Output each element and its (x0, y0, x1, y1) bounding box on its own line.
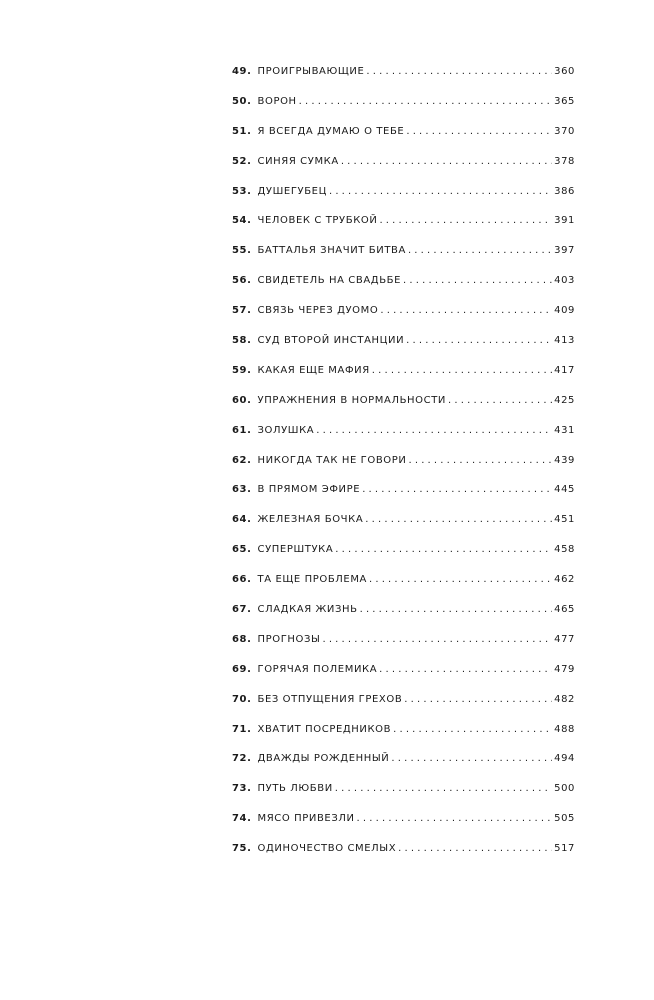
chapter-number: 58. (232, 335, 252, 347)
page-number: 439 (554, 454, 575, 466)
chapter-number: 66. (232, 574, 252, 586)
dot-leader (408, 240, 552, 262)
dot-leader (335, 778, 552, 800)
dot-leader (335, 539, 552, 561)
page-number: 413 (554, 335, 575, 347)
toc-entry (232, 210, 575, 240)
toc-entry (232, 121, 575, 151)
chapter-title: КАКАЯ ЕЩЕ МАФИЯ (257, 364, 370, 376)
dot-leader (408, 450, 552, 472)
toc-entry (232, 599, 575, 629)
chapter-title: ПРОГНОЗЫ (257, 633, 321, 645)
chapter-title: СВЯЗЬ ЧЕРЕЗ ДУОМО (257, 305, 379, 317)
chapter-title: СИНЯЯ СУМКА (257, 155, 339, 167)
dot-leader (379, 659, 552, 681)
chapter-number: 59. (232, 364, 252, 376)
toc-entry (232, 300, 575, 330)
page-number: 417 (554, 364, 575, 376)
chapter-number: 64. (232, 514, 252, 526)
chapter-title: СУД ВТОРОЙ ИНСТАНЦИИ (257, 335, 405, 347)
chapter-number: 52. (232, 155, 252, 167)
dot-leader (341, 151, 552, 173)
chapter-number: 65. (232, 544, 252, 556)
page-number: 445 (554, 484, 575, 496)
chapter-title: ПУТЬ ЛЮБВИ (257, 783, 333, 795)
chapter-number: 60. (232, 394, 252, 406)
dot-leader (329, 181, 552, 203)
toc-entry (232, 450, 575, 480)
chapter-title: ЗОЛУШКА (257, 424, 315, 436)
chapter-title: ХВАТИТ ПОСРЕДНИКОВ (257, 723, 392, 735)
chapter-title: ЧЕЛОВЕК С ТРУБКОЙ (257, 215, 378, 227)
toc-entry (232, 151, 575, 181)
chapter-number: 73. (232, 783, 252, 795)
dot-leader (372, 360, 552, 382)
toc-entry (232, 778, 575, 808)
page-number: 458 (554, 544, 575, 556)
toc-entry (232, 390, 575, 420)
dot-leader (393, 719, 552, 741)
dot-leader (448, 390, 552, 412)
chapter-title: СВИДЕТЕЛЬ НА СВАДЬБЕ (257, 275, 402, 287)
chapter-number: 61. (232, 424, 252, 436)
page-number: 488 (554, 723, 575, 735)
chapter-number: 50. (232, 95, 252, 107)
dot-leader (360, 599, 553, 621)
dot-leader (379, 210, 552, 232)
dot-leader (391, 748, 552, 770)
page-number: 365 (554, 95, 575, 107)
chapter-number: 55. (232, 245, 252, 257)
toc-entry (232, 270, 575, 300)
page-number: 360 (554, 66, 575, 77)
toc-entry (232, 838, 575, 868)
chapter-number: 72. (232, 753, 252, 765)
page-number: 451 (554, 514, 575, 526)
dot-leader (398, 838, 552, 860)
dot-leader (404, 689, 552, 711)
chapter-title: ВОРОН (257, 95, 297, 107)
chapter-title: НИКОГДА ТАК НЕ ГОВОРИ (257, 454, 407, 466)
toc-entry (232, 330, 575, 360)
page-number: 403 (554, 275, 575, 287)
chapter-number: 69. (232, 663, 252, 675)
page-number: 462 (554, 574, 575, 586)
chapter-number: 70. (232, 693, 252, 705)
chapter-title: БАТТАЛЬЯ ЗНАЧИТ БИТВА (257, 245, 406, 257)
page-number: 425 (554, 394, 575, 406)
toc-entry (232, 659, 575, 689)
chapter-title: ЖЕЛЕЗНАЯ БОЧКА (257, 514, 364, 526)
page-number: 465 (554, 604, 575, 616)
chapter-number: 71. (232, 723, 252, 735)
table-of-contents (232, 61, 575, 868)
page-number: 431 (554, 424, 575, 436)
toc-entry (232, 181, 575, 211)
chapter-number: 62. (232, 454, 252, 466)
chapter-number: 53. (232, 185, 252, 197)
chapter-number: 68. (232, 633, 252, 645)
dot-leader (357, 808, 553, 830)
toc-entry (232, 240, 575, 270)
chapter-number: 67. (232, 604, 252, 616)
chapter-number: 57. (232, 305, 252, 317)
toc-entry (232, 719, 575, 749)
chapter-title: СЛАДКАЯ ЖИЗНЬ (257, 604, 358, 616)
dot-leader (365, 509, 552, 531)
dot-leader (316, 420, 552, 442)
page-number: 477 (554, 633, 575, 645)
dot-leader (322, 629, 552, 651)
page-number: 386 (554, 185, 575, 197)
chapter-title: ТА ЕЩЕ ПРОБЛЕМА (257, 574, 367, 586)
toc-entry (232, 689, 575, 719)
chapter-number: 51. (232, 125, 252, 137)
page-number: 500 (554, 783, 575, 795)
dot-leader (362, 479, 552, 501)
toc-entry (232, 748, 575, 778)
toc-entry (232, 360, 575, 390)
dot-leader (380, 300, 552, 322)
toc-entry (232, 420, 575, 450)
chapter-number: 56. (232, 275, 252, 287)
chapter-title: ГОРЯЧАЯ ПОЛЕМИКА (257, 663, 378, 675)
page-number: 482 (554, 693, 575, 705)
page-number: 517 (554, 843, 575, 855)
toc-entry (232, 61, 575, 91)
toc-entry (232, 539, 575, 569)
toc-entry (232, 808, 575, 838)
dot-leader (406, 121, 552, 143)
toc-entry (232, 479, 575, 509)
page-number: 378 (554, 155, 575, 167)
toc-entry (232, 91, 575, 121)
page-number: 505 (554, 813, 575, 825)
chapter-title: ДВАЖДЫ РОЖДЕННЫЙ (257, 753, 390, 765)
page-number: 409 (554, 305, 575, 317)
chapter-number: 63. (232, 484, 252, 496)
chapter-title: ДУШЕГУБЕЦ (257, 185, 327, 197)
page-number: 397 (554, 245, 575, 257)
chapter-title: ПРОИГРЫВАЮЩИЕ (257, 66, 365, 77)
chapter-title: БЕЗ ОТПУЩЕНИЯ ГРЕХОВ (257, 693, 403, 705)
chapter-title: Я ВСЕГДА ДУМАЮ О ТЕБЕ (257, 125, 405, 137)
chapter-title: В ПРЯМОМ ЭФИРЕ (257, 484, 361, 496)
dot-leader (406, 330, 552, 352)
chapter-number: 54. (232, 215, 252, 227)
page-number: 494 (554, 753, 575, 765)
toc-entry (232, 569, 575, 599)
page-number: 370 (554, 125, 575, 137)
chapter-title: УПРАЖНЕНИЯ В НОРМАЛЬНОСТИ (257, 394, 447, 406)
dot-leader (369, 569, 552, 591)
dot-leader (403, 270, 552, 292)
chapter-title: МЯСО ПРИВЕЗЛИ (257, 813, 355, 825)
chapter-number: 74. (232, 813, 252, 825)
chapter-number: 49. (232, 66, 252, 77)
chapter-number: 75. (232, 843, 252, 855)
chapter-title: ОДИНОЧЕСТВО СМЕЛЫХ (257, 843, 397, 855)
toc-entry (232, 629, 575, 659)
page-number: 479 (554, 663, 575, 675)
chapter-title: СУПЕРШТУКА (257, 544, 334, 556)
dot-leader (299, 91, 552, 113)
dot-leader (366, 61, 552, 83)
toc-entry (232, 509, 575, 539)
page-number: 391 (554, 215, 575, 227)
